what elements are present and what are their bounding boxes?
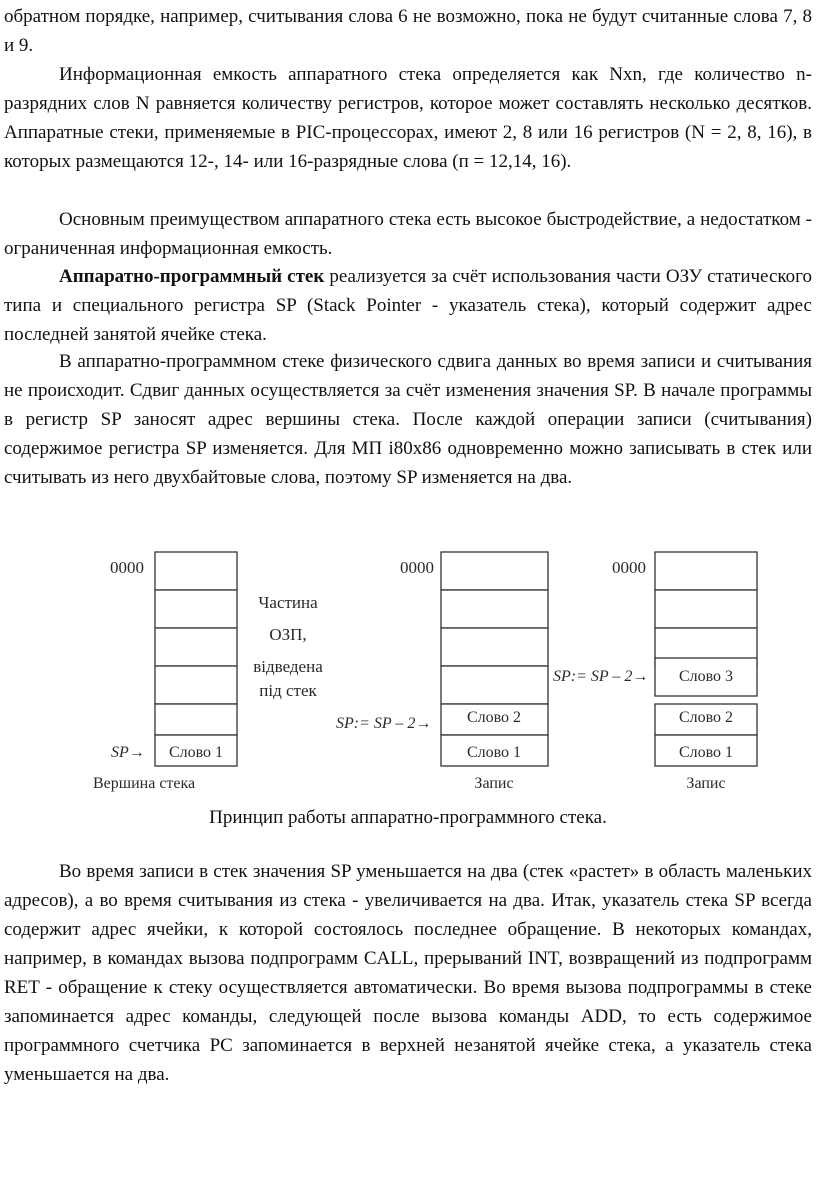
stack-2-word-1: Слово 1	[466, 744, 522, 761]
stack-1	[155, 552, 237, 766]
stack-3	[655, 552, 757, 766]
stack-2-cell	[441, 590, 548, 628]
stack-1-word-1: Слово 1	[168, 744, 224, 761]
stack-1-cell	[155, 552, 237, 590]
ram-note-line-3: відведена	[253, 657, 323, 676]
stack-1-cell	[155, 590, 237, 628]
paragraph-4	[4, 262, 812, 349]
address-label-3: 0000	[612, 558, 646, 577]
paragraph-2: Информационная емкость аппаратного стека определяется как Nxn, где количество n-разрядних слов N равняется количеству регистров, которое может составлять несколько десятков. Аппаратные стеки, применяемые в PIC-процессорах, имеют 2, 8 или 16 регистров (N = 2, 8, 16), в которых размещаются 12-, 14- или 16-разрядные слова (п = 12,14, 16).	[4, 64, 812, 172]
bold-term: Аппаратно-программный стек	[59, 266, 325, 287]
address-label-2: 0000	[400, 558, 434, 577]
stack-2-sp-label: SP:= SP – 2→	[336, 715, 432, 732]
ram-note-line-2: ОЗП,	[269, 625, 307, 644]
stack-1-cell	[155, 704, 237, 735]
paragraph-3: Основным преимуществом аппаратного стека есть высокое быстродействие, а недостатком - ограниченная информационная емкость.	[4, 209, 812, 259]
address-label-1: 0000	[110, 558, 144, 577]
stack-2-caption: Запис	[474, 775, 514, 792]
stack-3-cell	[655, 590, 757, 628]
stack-1-caption: Вершина стека	[93, 775, 196, 792]
stack-1-cell	[155, 666, 237, 704]
stack-1-cell	[155, 628, 237, 666]
stack-diagram	[0, 540, 816, 800]
paragraph-1: обратном порядке, например, считывания слова 6 не возможно, пока не будут считанные слова 7, 8 и 9.	[4, 6, 812, 56]
stack-3-word-2: Слово 2	[678, 709, 734, 726]
stack-3-word-1: Слово 1	[678, 744, 734, 761]
stack-3-caption: Запис	[686, 775, 726, 792]
ram-note-line-4: під стек	[259, 681, 317, 700]
paragraph-4-text: реализуется за счёт использования части ОЗУ статического типа и специального регистра SP (Stack Pointer - указатель стека), который содержит адрес последней занятой ячейке стека.	[4, 266, 812, 345]
stack-2-cell	[441, 552, 548, 590]
stack-3-word-3: Слово 3	[678, 668, 734, 685]
figure-caption: Принцип работы аппаратно-программного стека.	[209, 807, 607, 828]
ram-note-line-1: Частина	[258, 593, 318, 612]
stack-1-sp-label: SP→	[111, 744, 145, 761]
paragraph-6: Во время записи в стек значения SP уменьшается на два (стек «растет» в область маленьких адресов), а во время считывания из стека - увеличивается на два. Итак, указатель стека SP всегда содержит адрес ячейки, к которой состоялось последнее обращение. В некоторых командах, например, в командах вызова подпрограмм CALL, прерываний INT, возвращений из подпрограмм RET - обращение к стеку осуществляется автоматически. Во время вызова подпрограммы в стеке запоминается адрес команды, следующей после вызова команды ADD, то есть содержимое программного счетчика PC запоминается в верхней незанятой ячейке стека, а указатель стека уменьшается на два.	[4, 861, 812, 1085]
stack-3-sp-label: SP:= SP – 2→	[553, 668, 649, 685]
stack-2	[441, 552, 548, 766]
stack-2-word-2: Слово 2	[466, 709, 522, 726]
stack-2-cell	[441, 666, 548, 704]
paragraph-5: В аппаратно-программном стеке физического сдвига данных во время записи и считывания не происходит. Сдвиг данных осуществляется за счёт изменения значения SP. В начале программы в регистр SP заносят адрес вершины стека. После каждой операции записи (считывания) содержимое регистра SP изменяется. Для МП i80x86 одновременно можно записывать в стек или считывать из него двухбайтовые слова, поэтому SP изменяется на два.	[4, 351, 812, 488]
stack-2-cell	[441, 628, 548, 666]
stack-3-cell	[655, 552, 757, 590]
